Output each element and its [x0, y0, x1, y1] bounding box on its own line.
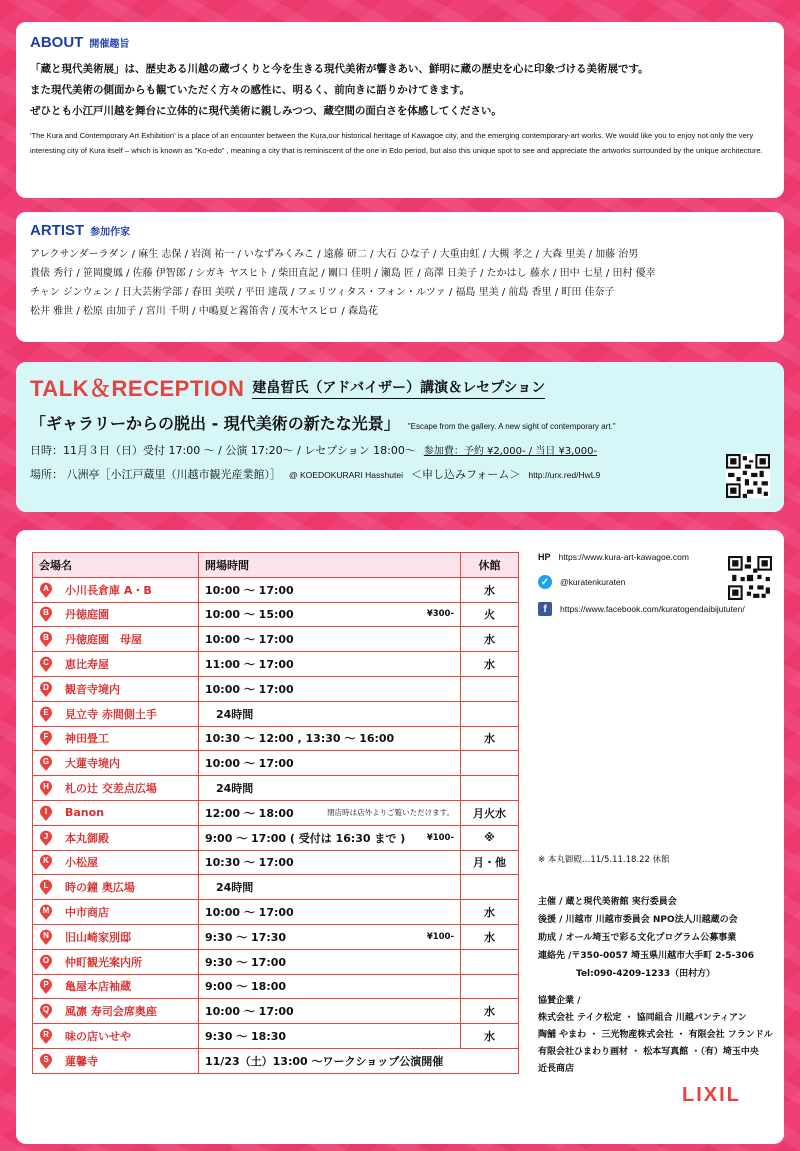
table-row	[33, 652, 519, 677]
venue-name-cell	[33, 776, 199, 801]
venue-label: 本丸御殿	[65, 831, 109, 845]
venue-name	[39, 706, 192, 722]
table-row	[33, 1048, 519, 1073]
venue-name-cell	[33, 577, 199, 602]
table-row	[33, 875, 519, 900]
venue-name-cell	[33, 949, 199, 974]
venue-name	[39, 1028, 192, 1044]
venue-closed: 水	[461, 1024, 519, 1049]
venue-name-cell	[33, 1024, 199, 1049]
venue-label: 時の鐘 奥広場	[65, 881, 135, 895]
venue-mark: D	[43, 682, 49, 692]
venue-hours-cell	[199, 900, 461, 925]
venue-hours-cell	[199, 924, 461, 949]
twitter-handle[interactable]: @kuratenkuraten	[560, 577, 626, 587]
venue-hours	[205, 681, 454, 697]
about-title-en: ABOUT	[30, 34, 84, 51]
venue-mark: Q	[42, 1005, 50, 1015]
about-heading	[30, 34, 770, 51]
twitter-icon: ✓	[538, 575, 552, 589]
venue-hours-text: 10:00 〜 17:00	[205, 682, 294, 696]
venue-mark: N	[43, 930, 49, 940]
venue-hours-cell	[199, 850, 461, 875]
talk-section	[16, 362, 784, 512]
venue-name-cell	[33, 701, 199, 726]
venue-mark: P	[43, 980, 49, 990]
venue-closed: 水	[461, 627, 519, 652]
about-section	[16, 22, 784, 198]
table-row	[33, 800, 519, 825]
venue-label: Banon	[65, 806, 105, 820]
venue-label: 丹徳庭園	[65, 608, 109, 622]
venue-hours	[205, 1053, 512, 1069]
map-pin-icon	[39, 854, 53, 870]
talk-title: TALK＆RECEPTION	[30, 376, 245, 401]
venue-mark: J	[43, 831, 49, 841]
venue-hours-text: 10:00 〜 17:00	[205, 583, 294, 597]
venue-name	[39, 954, 192, 970]
venue-name-cell	[33, 751, 199, 776]
sponsor-line: 協賛企業 /	[538, 996, 581, 1006]
venue-name-cell	[33, 676, 199, 701]
venue-hours-cell	[199, 875, 461, 900]
venue-label: 味の店いせや	[65, 1030, 131, 1044]
venue-label: 大蓮寺境内	[65, 757, 120, 771]
venue-closed: 月火水	[461, 800, 519, 825]
table-row	[33, 776, 519, 801]
venue-hours-text: 11/23（土）13:00 〜ワークショップ公演開催	[205, 1054, 444, 1068]
table-row	[33, 974, 519, 999]
qr-code-icon[interactable]	[728, 556, 772, 600]
talk-place: 場所： 八洲亭［小江戸蔵里（川越市観光産業館）］	[30, 468, 281, 481]
artist-line: アレクサンダーラダン / 麻生 志保 / 岩渕 祐一 / いなずみくみこ / 遠藤 研二 / 大石 ひな子 / 大重由虹 / 大槻 孝之 / 大森 里美 / 加藤 治男	[30, 249, 639, 260]
venue-name	[39, 681, 192, 697]
venue-extra: ¥100-	[426, 931, 454, 942]
venue-hours-text: 24時間	[205, 707, 254, 721]
venue-hours	[205, 954, 454, 970]
venue-hours-text: 10:00 〜 17:00	[205, 757, 294, 771]
venue-closed	[461, 949, 519, 974]
venue-mark: G	[42, 757, 50, 767]
table-row	[33, 602, 519, 627]
venue-closed: 月・他	[461, 850, 519, 875]
table-row	[33, 577, 519, 602]
venue-name	[39, 656, 192, 672]
venue-mark: M	[42, 906, 50, 916]
venue-hours	[205, 805, 454, 821]
map-pin-icon	[39, 730, 53, 746]
venue-hours	[205, 978, 454, 994]
venue-mark: C	[43, 658, 49, 668]
org-line: 後援 / 川越市 川越市委員会 NPO法人川越蔵の会	[538, 915, 738, 925]
sponsor-line: 有限会社ひまわり画材 ・ 松本写真館 ・（有）埼玉中央	[538, 1047, 759, 1057]
map-pin-icon	[39, 978, 53, 994]
qr-code-icon[interactable]	[726, 454, 770, 498]
venue-closed	[461, 875, 519, 900]
organizer-info	[538, 893, 754, 983]
venue-mark: K	[43, 856, 49, 866]
venue-label: 蓮馨寺	[65, 1054, 98, 1068]
venue-name-cell	[33, 1048, 199, 1073]
venue-hours-cell	[199, 627, 461, 652]
artist-section	[16, 212, 784, 342]
venue-mark: S	[43, 1054, 49, 1064]
venue-closed	[461, 974, 519, 999]
map-pin-icon	[39, 606, 53, 622]
venue-mark: B	[43, 608, 49, 618]
venue-name-cell	[33, 800, 199, 825]
venue-closed	[461, 751, 519, 776]
venue-hours-cell	[199, 751, 461, 776]
venue-hours-cell	[199, 949, 461, 974]
table-row	[33, 825, 519, 850]
venue-hours-cell	[199, 701, 461, 726]
venue-closed: 水	[461, 726, 519, 751]
venue-closed	[461, 776, 519, 801]
map-pin-icon	[39, 706, 53, 722]
hp-url[interactable]: https://www.kura-art-kawagoe.com	[558, 552, 689, 562]
venues-section	[16, 530, 784, 1144]
org-line: 連絡先 /〒350-0057 埼玉県川越市大手町 2-5-306	[538, 951, 755, 961]
venue-mark: O	[42, 955, 50, 965]
venue-label: 見立寺 赤間側土手	[65, 707, 157, 721]
artist-title-en: ARTIST	[30, 222, 85, 239]
table-row	[33, 999, 519, 1024]
venue-name-cell	[33, 652, 199, 677]
venue-mark: H	[43, 782, 49, 792]
talk-form-url[interactable]: http://urx.red/HwL9	[528, 470, 601, 480]
org-line: 助成 / オール埼玉で彩る文化プログラム公募事業	[538, 933, 737, 943]
sponsor-line: 陶舗 やまわ ・ 三光物産株式会社 ・ 有限会社 フランドル	[538, 1030, 773, 1040]
venue-closed	[461, 676, 519, 701]
venue-hours-text: 10:00 〜 17:00	[205, 633, 294, 647]
venue-mark: B	[43, 633, 49, 643]
venue-name-cell	[33, 726, 199, 751]
facebook-url[interactable]: https://www.facebook.com/kuratogendaibijututen/	[560, 604, 745, 614]
venue-closed: 火	[461, 602, 519, 627]
venue-hours-text: 10:00 〜 17:00	[205, 1005, 294, 1019]
venue-hours	[205, 730, 454, 746]
venue-hours-text: 10:00 〜 17:00	[205, 906, 294, 920]
venue-hours-text: 11:00 〜 17:00	[205, 658, 294, 672]
venue-hours-text: 9:30 〜 17:30	[205, 930, 287, 944]
closure-note: ※ 本丸御殿…11/5.11.18.22 休館	[538, 855, 670, 865]
venue-hours-text: 10:30 〜 17:00	[205, 856, 294, 870]
venue-closed: 水	[461, 924, 519, 949]
artist-title-ja: 参加作家	[90, 227, 131, 238]
venue-closed: 水	[461, 900, 519, 925]
about-jp-line: ぜひとも小江戸川越を舞台に立体的に現代美術に親しみつつ、蔵空間の面白さを体感してください。	[30, 105, 502, 117]
org-tel: Tel:090-4209-1233（田村方）	[576, 969, 716, 979]
talk-subtitle: 建畠晢氏（アドバイザー）講演＆レセプション	[252, 377, 545, 399]
map-pin-icon	[39, 656, 53, 672]
map-pin-icon	[39, 582, 53, 598]
venue-name-cell	[33, 924, 199, 949]
artist-heading	[30, 222, 770, 239]
venue-hours	[205, 706, 454, 722]
header-venue: 会場名	[33, 553, 199, 578]
venue-hours	[205, 929, 454, 945]
venue-hours-cell	[199, 974, 461, 999]
venue-hours-cell	[199, 776, 461, 801]
venue-mark: A	[43, 583, 49, 593]
venue-hours	[205, 631, 454, 647]
venue-name	[39, 978, 192, 994]
venue-closed	[461, 701, 519, 726]
venue-name	[39, 830, 192, 846]
venue-extra: ¥300-	[426, 609, 454, 620]
venue-name-cell	[33, 875, 199, 900]
venue-hours-cell	[199, 825, 461, 850]
map-pin-icon	[39, 1053, 53, 1069]
talk-form-label: ＜申し込みフォーム＞	[410, 468, 521, 481]
table-row	[33, 924, 519, 949]
table-row	[33, 949, 519, 974]
table-row	[33, 850, 519, 875]
map-pin-icon	[39, 681, 53, 697]
facebook-link[interactable]	[538, 602, 778, 616]
venue-mark: E	[43, 707, 49, 717]
about-jp-line: また現代美術の側面からも観ていただく方々の感性に、明るく、前向きに語りかけてきます。	[30, 84, 470, 96]
sponsor-line: 株式会社 テイク松定 ・ 協同組合 川越バンティアン	[538, 1013, 747, 1023]
venue-closed: 水	[461, 999, 519, 1024]
venue-label: 丹徳庭園 母屋	[65, 633, 142, 647]
venue-hours-text: 24時間	[205, 881, 254, 895]
talk-date: 日時：11月３日（日）受付 17:00 〜 / 公演 17:20〜 / レセプション 18:00〜	[30, 444, 416, 457]
map-pin-icon	[39, 631, 53, 647]
venue-hours-text: 9:00 〜 18:00	[205, 980, 287, 994]
venue-name	[39, 606, 192, 622]
venue-hours-cell	[199, 577, 461, 602]
venue-table-header	[33, 553, 519, 578]
map-pin-icon	[39, 1028, 53, 1044]
venue-closed: 水	[461, 652, 519, 677]
talk-place-row	[30, 466, 770, 482]
artist-line: 貴俵 秀行 / 笹岡慶鳳 / 佐藤 伊智郎 / シガキ ヤスヒト / 柴田直記 / 關口 佳明 / 瀬島 匠 / 高澤 日美子 / たかはし 藤水 / 田中 七星 / 田村 優幸	[30, 268, 656, 279]
venue-name-cell	[33, 900, 199, 925]
sponsor-info	[538, 993, 773, 1078]
venue-hours-cell	[199, 1048, 519, 1073]
venue-label: 恵比寿屋	[65, 658, 109, 672]
talk-date-row	[30, 442, 770, 458]
venue-hours-cell	[199, 602, 461, 627]
venue-extra: ¥100-	[426, 832, 454, 843]
venue-label: 仲町観光案内所	[65, 955, 142, 969]
talk-fee: 参加費：予約 ¥2,000- / 当日 ¥3,000-	[423, 446, 598, 457]
venue-hours	[205, 606, 454, 622]
talk-heading	[30, 372, 770, 403]
header-closed: 休館	[461, 553, 519, 578]
table-row	[33, 751, 519, 776]
venue-name-cell	[33, 825, 199, 850]
map-pin-icon	[39, 904, 53, 920]
venue-mark: R	[43, 1030, 49, 1040]
artist-line: 松井 雅世 / 松原 由加子 / 宮川 千明 / 中嶋夏と霧笛舎 / 茂木ヤスヒロ / 森島花	[30, 306, 378, 317]
venue-hours	[205, 656, 454, 672]
table-row	[33, 627, 519, 652]
venue-hours-cell	[199, 800, 461, 825]
venue-mark: I	[44, 806, 48, 816]
venue-name	[39, 1053, 192, 1069]
venue-name-cell	[33, 999, 199, 1024]
venue-hours-cell	[199, 999, 461, 1024]
table-row	[33, 900, 519, 925]
venue-closed: 水	[461, 577, 519, 602]
venue-table	[32, 552, 519, 1074]
map-pin-icon	[39, 954, 53, 970]
venue-hours-text: 9:00 〜 17:00 ( 受付は 16:30 まで )	[205, 831, 406, 845]
venue-hours	[205, 755, 454, 771]
venue-hours-text: 9:30 〜 18:30	[205, 1030, 287, 1044]
venue-name	[39, 879, 192, 895]
venue-label: 中市商店	[65, 906, 109, 920]
map-pin-icon	[39, 805, 53, 821]
venue-name	[39, 631, 192, 647]
venue-label: 観音寺境内	[65, 682, 120, 696]
lixil-logo: LIXIL	[682, 1084, 741, 1106]
talk-theme-jp: 「ギャラリーからの脱出 - 現代美術の新たな光景」	[30, 414, 400, 433]
venue-label: 札の辻 交差点広場	[65, 782, 157, 796]
venue-name	[39, 780, 192, 796]
venue-hours-cell	[199, 726, 461, 751]
artist-list	[30, 245, 770, 321]
venue-hours-cell	[199, 1024, 461, 1049]
venue-hours	[205, 904, 454, 920]
venue-hours-text: 24時間	[205, 782, 254, 796]
talk-place-en: @ KOEDOKURARI Hasshutei	[289, 470, 403, 480]
venue-extra: 閉店時は店外よりご覧いただけます。	[327, 808, 454, 818]
venue-hours-cell	[199, 676, 461, 701]
venue-hours-text: 10:30 〜 12:00 , 13:30 〜 16:00	[205, 732, 395, 746]
talk-theme	[30, 411, 770, 434]
hp-label: HP	[538, 552, 551, 562]
map-pin-icon	[39, 780, 53, 796]
table-row	[33, 701, 519, 726]
venue-name	[39, 929, 192, 945]
venue-label: 神田畳工	[65, 732, 109, 746]
venue-label: 旧山崎家別邸	[65, 930, 131, 944]
map-pin-icon	[39, 879, 53, 895]
venue-hours	[205, 830, 454, 846]
venue-name	[39, 1003, 192, 1019]
about-jp-text	[30, 59, 770, 122]
talk-theme-en: "Escape from the gallery. A new sight of contemporary art."	[407, 422, 616, 431]
venue-closed: ※	[461, 825, 519, 850]
venue-label: 小川長倉庫 A・B	[65, 583, 152, 597]
map-pin-icon	[39, 755, 53, 771]
venue-label: 亀屋本店袖蔵	[65, 980, 131, 994]
table-row	[33, 726, 519, 751]
venue-hours	[205, 1003, 454, 1019]
venue-name	[39, 755, 192, 771]
venue-hours	[205, 1028, 454, 1044]
venue-name-cell	[33, 602, 199, 627]
about-title-ja: 開催趣旨	[89, 39, 130, 50]
venue-name	[39, 582, 192, 598]
map-pin-icon	[39, 830, 53, 846]
venue-hours-text: 12:00 〜 18:00	[205, 806, 294, 820]
artist-line: チャン ジンウェン / 日大芸術学部 / 春田 美咲 / 平田 達哉 / フェリツィタス・フォン・ルツァ / 福島 里美 / 前島 香里 / 町田 佳奈子	[30, 287, 615, 298]
venue-hours	[205, 879, 454, 895]
org-line: 主催 / 蔵と現代美術館 実行委員会	[538, 897, 677, 907]
venue-hours-text: 10:00 〜 15:00	[205, 608, 294, 622]
venue-label: 小松屋	[65, 856, 98, 870]
venue-name	[39, 805, 192, 821]
venue-name	[39, 730, 192, 746]
venue-hours	[205, 854, 454, 870]
venue-label: 風凛 寿司会席奥座	[65, 1005, 157, 1019]
venue-name	[39, 854, 192, 870]
venue-name-cell	[33, 627, 199, 652]
facebook-icon: f	[538, 602, 552, 616]
about-en-text: 'The Kura and Contemporary Art Exhibition' is a place of an encounter between the Kura,our historical heritage of Kawagoe city, and the emerging contemporary-art works. We would like you to enjoy not only the very interesting city of Kura itself – which is known as "Ko-edo" , meaning a city that is reminiscent of the one in Edo period, but also this unique spot to see and appreciate the artworks surrounded by the unique architecture.	[30, 131, 763, 155]
table-row	[33, 1024, 519, 1049]
venue-name	[39, 904, 192, 920]
venue-mark: L	[43, 881, 49, 891]
venue-hours-cell	[199, 652, 461, 677]
venue-hours-text: 9:30 〜 17:00	[205, 955, 287, 969]
venue-hours	[205, 582, 454, 598]
map-pin-icon	[39, 929, 53, 945]
map-pin-icon	[39, 1003, 53, 1019]
venue-hours	[205, 780, 454, 796]
header-hours: 開場時間	[199, 553, 461, 578]
sponsor-line: 近長商店	[538, 1064, 575, 1074]
table-row	[33, 676, 519, 701]
venue-name-cell	[33, 850, 199, 875]
venue-name-cell	[33, 974, 199, 999]
venue-mark: F	[43, 732, 49, 742]
about-jp-line: 「蔵と現代美術展」は、歴史ある川越の蔵づくりと今を生きる現代美術が響きあい、鮮明に蔵の歴史を心に印象づける美術展です。	[30, 63, 649, 75]
